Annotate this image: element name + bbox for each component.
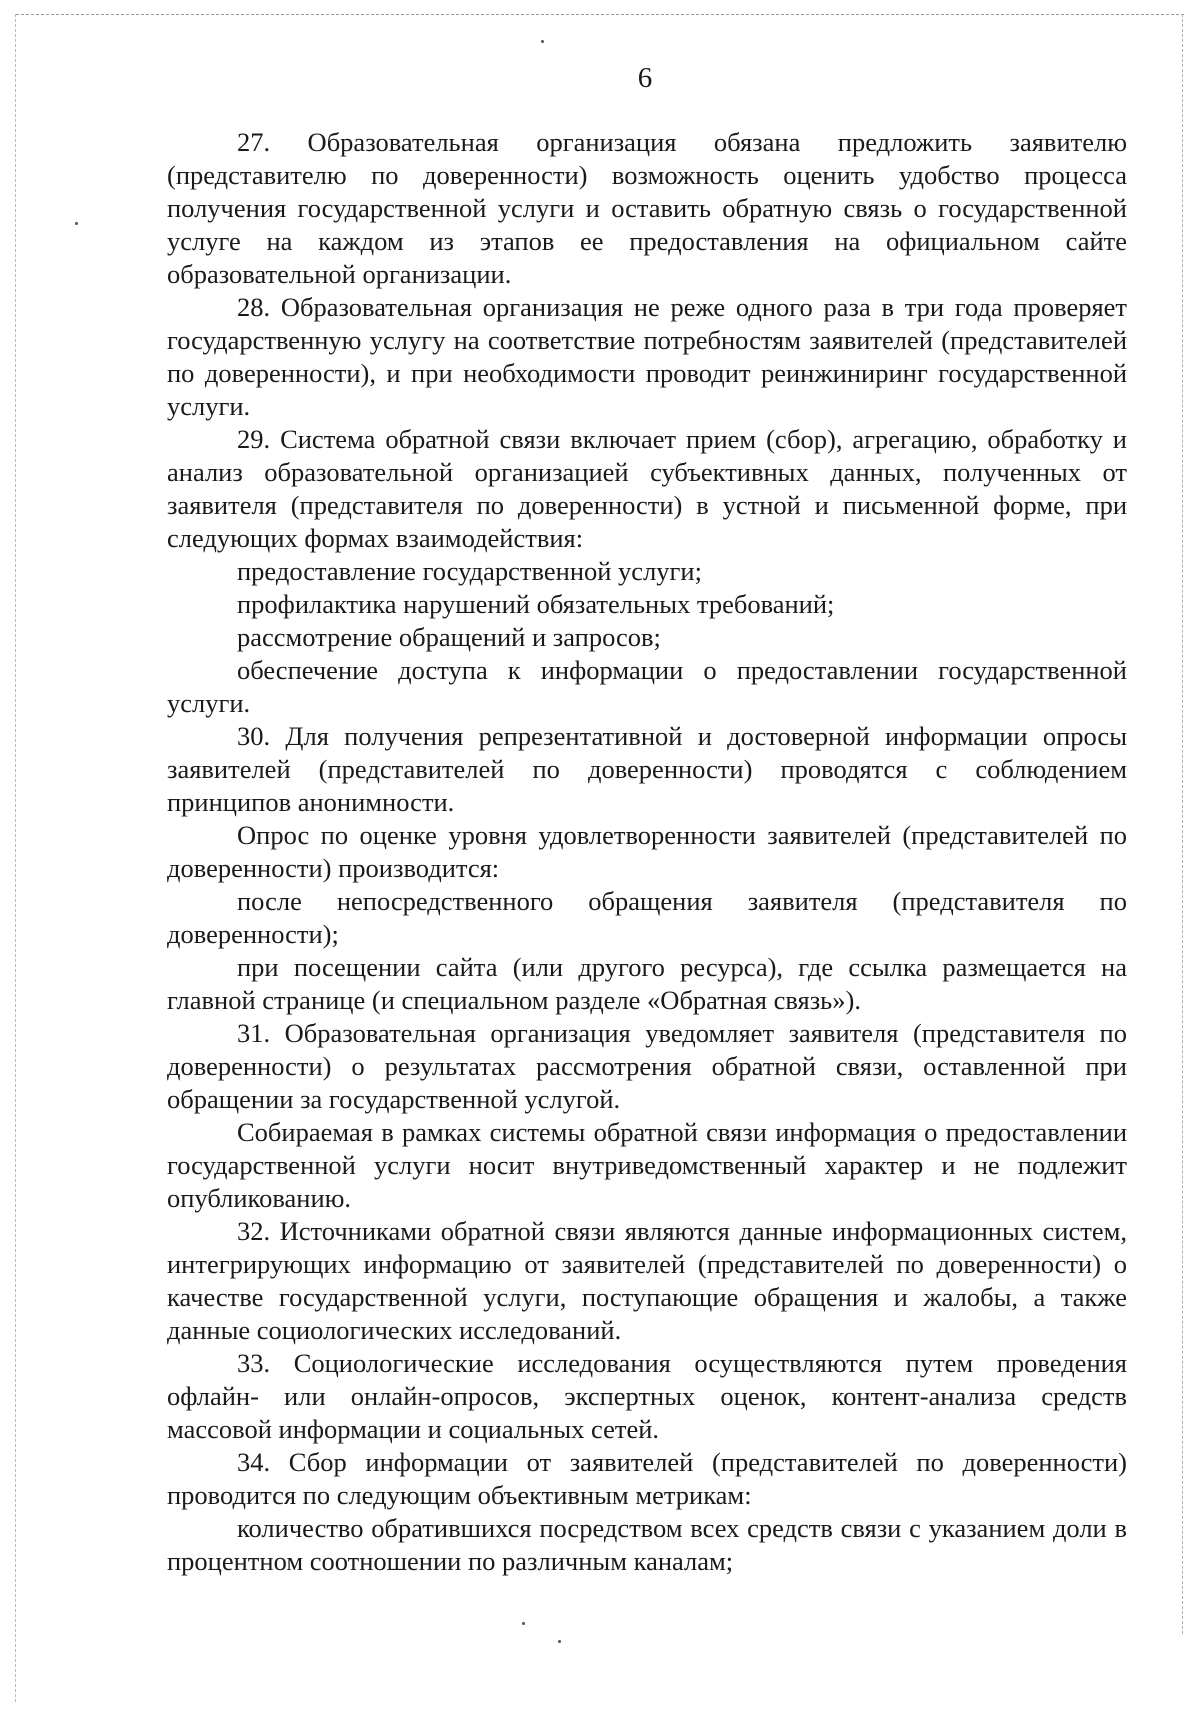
scan-speck <box>541 40 544 43</box>
paragraph-30: 30. Для получения репрезентативной и достоверной информации опросы заявителей (представителей по доверенности) проводятся с соблюдением принципов анонимности. <box>167 721 1127 817</box>
list-item: после непосредственного обращения заявителя (представителя по доверенности); <box>167 886 1127 949</box>
list-item: рассмотрение обращений и запросов; <box>237 622 661 652</box>
paragraph-29: 29. Система обратной связи включает прием (сбор), агрегацию, обработку и анализ образовательной организацией субъективных данных, полученных от заявителя (представителя по доверенности) в устной и письменной форме, при следующих формах взаимодействия: <box>167 424 1127 553</box>
scan-border-top <box>16 14 1184 15</box>
paragraph-28: 28. Образовательная организация не реже одного раза в три года проверяет государственную услугу на соответствие потребностям заявителей (представителей по доверенности), и при необходимости проводит реинжиниринг государственной услуги. <box>167 292 1127 421</box>
paragraph-collected-info: Собираемая в рамках системы обратной связи информация о предоставлении государственной услуги носит внутриведомственный характер и не подлежит опубликованию. <box>167 1117 1127 1213</box>
paragraph-survey: Опрос по оценке уровня удовлетворенности заявителей (представителей по доверенности) производится: <box>167 820 1127 883</box>
list-item: обеспечение доступа к информации о предоставлении государственной услуги. <box>167 655 1127 718</box>
list-item: предоставление государственной услуги; <box>237 556 702 586</box>
scan-speck <box>522 1622 525 1625</box>
paragraph-31: 31. Образовательная организация уведомляет заявителя (представителя по доверенности) о результатах рассмотрения обратной связи, оставленной при обращении за государственной услугой. <box>167 1018 1127 1114</box>
scan-border-left <box>15 14 16 1702</box>
paragraph-32: 32. Источниками обратной связи являются данные информационных систем, интегрирующих информацию от заявителей (представителей по доверенности) о качестве государственной услуги, поступающие обращения и жалобы, а также данные социологических исследований. <box>167 1216 1127 1345</box>
paragraph-34: 34. Сбор информации от заявителей (представителей по доверенности) проводится по следующим объективным метрикам: <box>167 1447 1127 1510</box>
scan-border-right <box>1182 14 1183 1634</box>
list-item: количество обратившихся посредством всех средств связи с указанием доли в процентном соотношении по различным каналам; <box>167 1513 1127 1576</box>
paragraph-33: 33. Социологические исследования осуществляются путем проведения офлайн- или онлайн-опросов, экспертных оценок, контент-анализа средств массовой информации и социальных сетей. <box>167 1348 1127 1444</box>
paragraph-27: 27. Образовательная организация обязана предложить заявителю (представителю по доверенности) возможность оценить удобство процесса получения государственной услуги и оставить обратную связь о государственной услуге на каждом из этапов ее предоставления на официальном сайте образовательной организации. <box>167 127 1127 289</box>
scan-speck <box>558 1640 561 1643</box>
list-item: при посещении сайта (или другого ресурса), где ссылка размещается на главной странице (и специальном разделе «Обратная связь»). <box>167 952 1127 1015</box>
page-number: 6 <box>637 62 653 94</box>
document-body <box>167 126 1127 1578</box>
scan-speck <box>75 222 78 225</box>
list-item: профилактика нарушений обязательных требований; <box>237 589 835 619</box>
